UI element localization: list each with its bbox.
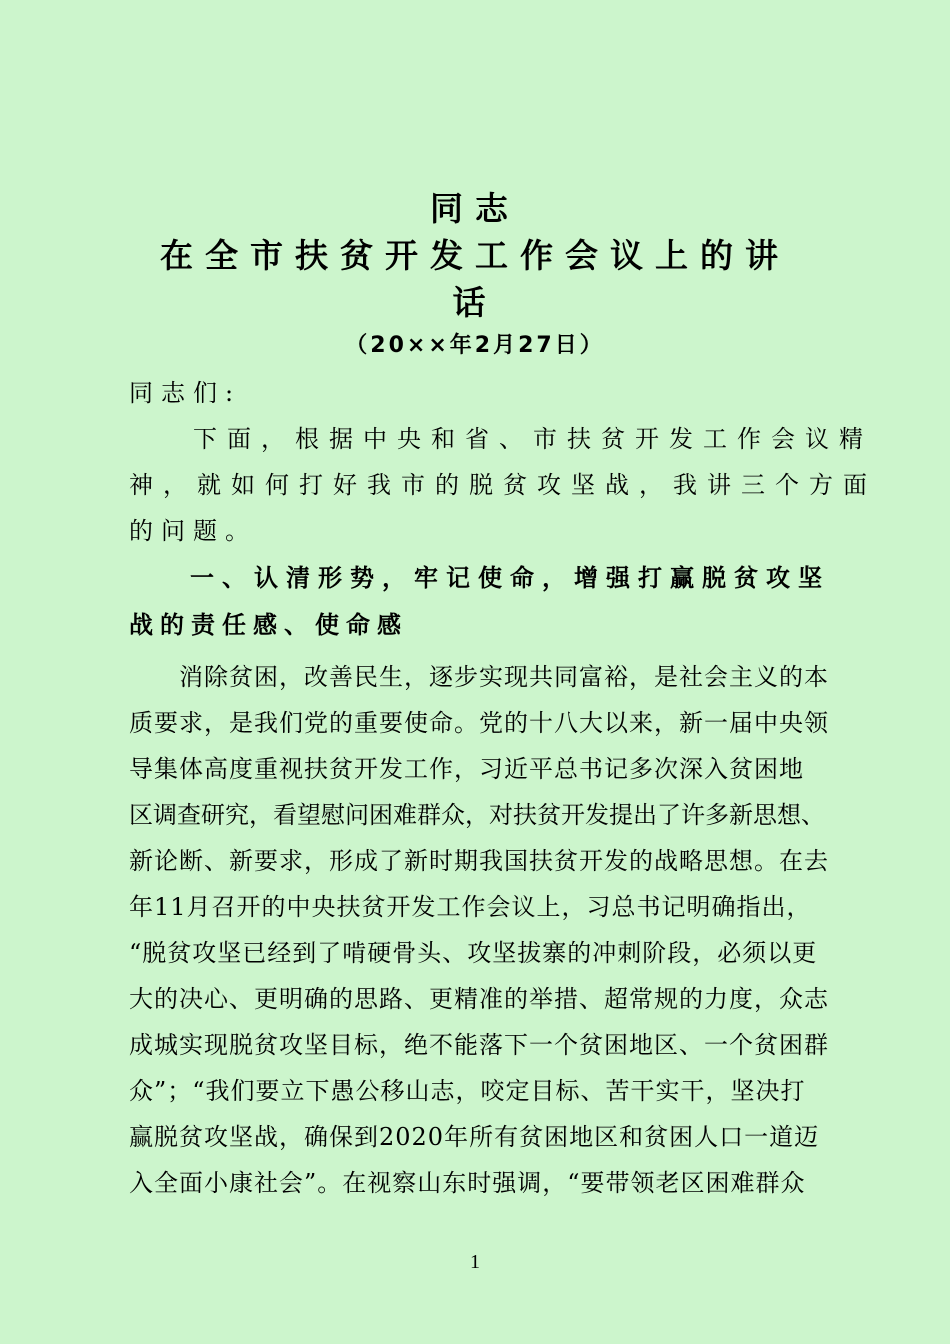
title-line-3: 话	[452, 283, 498, 322]
intro-line-2: 神，就如何打好我市的脱贫攻坚战，我讲三个方面	[129, 471, 877, 499]
body-line-3: 导集体高度重视扶贫开发工作，习近平总书记多次深入贫困地	[129, 755, 804, 783]
date-line: （20××年2月27日）	[345, 333, 605, 358]
intro-line-3: 的问题。	[129, 517, 257, 545]
title-line-2: 在全市扶贫开发工作会议上的讲	[160, 236, 790, 275]
section-heading-line-1: 一、认清形势，牢记使命，增强打赢脱贫攻坚	[190, 564, 830, 592]
page-number: 1	[470, 1251, 480, 1273]
salutation: 同志们:	[129, 379, 242, 407]
body-line-7: “脱贫攻坚已经到了啃硬骨头、攻坚拔寨的冲刺阶段，必须以更	[129, 939, 818, 967]
body-line-12: 入全面小康社会”。在视察山东时强调，“要带领老区困难群众	[129, 1169, 806, 1197]
body-line-4: 区调查研究，看望慰问困难群众，对扶贫开发提出了许多新思想、	[129, 801, 825, 829]
body-line-9: 成城实现脱贫攻坚目标，绝不能落下一个贫困地区、一个贫困群	[129, 1031, 829, 1059]
title-line-1: 同志	[430, 189, 520, 228]
body-line-2: 质要求，是我们党的重要使命。党的十八大以来，新一届中央领	[129, 709, 829, 737]
body-line-6: 年11月召开的中央扶贫开发工作会议上，习总书记明确指出，	[129, 893, 812, 921]
body-line-8: 大的决心、更明确的思路、更精准的举措、超常规的力度，众志	[129, 985, 829, 1013]
section-heading-line-2: 战的责任感、使命感	[129, 611, 408, 639]
intro-line-1: 下面，根据中央和省、市扶贫开发工作会议精	[193, 425, 873, 453]
body-line-5: 新论断、新要求，形成了新时期我国扶贫开发的战略思想。在去	[129, 847, 829, 875]
body-line-1: 消除贫困，改善民生，逐步实现共同富裕，是社会主义的本	[179, 663, 829, 691]
body-line-10: 众”；“我们要立下愚公移山志，咬定目标、苦干实干，坚决打	[129, 1077, 806, 1105]
body-line-11: 赢脱贫攻坚战，确保到2020年所有贫困地区和贫困人口一道迈	[129, 1123, 820, 1151]
